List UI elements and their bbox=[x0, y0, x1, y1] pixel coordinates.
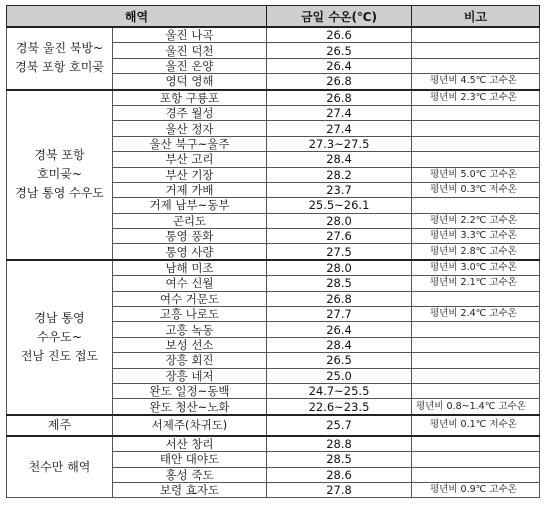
remark-cell: 평년비 0.1℃ 저수온 bbox=[412, 415, 540, 436]
remark-cell bbox=[412, 291, 540, 306]
region-cell: 경북 포항 호미곶~ 경남 통영 수우도 bbox=[7, 90, 113, 260]
remark-cell bbox=[412, 368, 540, 383]
place-cell: 통영 풍화 bbox=[113, 229, 267, 244]
sea-temperature-table bbox=[6, 5, 540, 498]
place-cell: 울진 나곡 bbox=[113, 27, 267, 43]
temperature-cell: 28.0 bbox=[267, 260, 412, 276]
place-cell: 여수 신월 bbox=[113, 276, 267, 291]
place-cell: 고흥 녹동 bbox=[113, 322, 267, 337]
remark-cell: 평년비 4.5℃ 고수온 bbox=[412, 74, 540, 90]
temperature-cell: 28.2 bbox=[267, 167, 412, 182]
place-cell: 부산 기장 bbox=[113, 167, 267, 182]
remark-cell: 평년비 2.2℃ 고수온 bbox=[412, 213, 540, 228]
table-row bbox=[7, 90, 540, 106]
temperature-cell: 26.4 bbox=[267, 58, 412, 73]
remark-cell bbox=[412, 452, 540, 467]
place-cell: 곤리도 bbox=[113, 213, 267, 228]
temperature-cell: 28.5 bbox=[267, 452, 412, 467]
region-cell: 제주 bbox=[7, 415, 113, 436]
temperature-cell: 28.4 bbox=[267, 337, 412, 352]
temperature-cell: 27.3~27.5 bbox=[267, 136, 412, 151]
place-cell: 서제주(차귀도) bbox=[113, 415, 267, 436]
remark-cell bbox=[412, 58, 540, 73]
remark-cell bbox=[412, 43, 540, 58]
temperature-cell: 26.6 bbox=[267, 27, 412, 43]
place-cell: 홍성 죽도 bbox=[113, 467, 267, 482]
place-cell: 울진 온양 bbox=[113, 58, 267, 73]
remark-cell bbox=[412, 105, 540, 120]
temperature-cell: 27.5 bbox=[267, 244, 412, 260]
place-cell: 포항 구룡포 bbox=[113, 90, 267, 106]
remark-cell bbox=[412, 136, 540, 151]
remark-cell bbox=[412, 467, 540, 482]
place-cell: 보성 선소 bbox=[113, 337, 267, 352]
region-cell: 경남 통영 수우도~ 전남 진도 접도 bbox=[7, 260, 113, 415]
temperature-cell: 26.5 bbox=[267, 353, 412, 368]
place-cell: 서산 창리 bbox=[113, 436, 267, 452]
place-cell: 태안 대야도 bbox=[113, 452, 267, 467]
remark-cell: 평년비 2.4℃ 고수온 bbox=[412, 307, 540, 322]
remark-cell bbox=[412, 152, 540, 167]
place-cell: 거제 남부~동부 bbox=[113, 198, 267, 213]
remark-cell bbox=[412, 322, 540, 337]
temperature-cell: 23.7 bbox=[267, 182, 412, 197]
temperature-cell: 24.7~25.5 bbox=[267, 383, 412, 398]
temperature-cell: 28.4 bbox=[267, 152, 412, 167]
place-cell: 고흥 나로도 bbox=[113, 307, 267, 322]
table-body bbox=[7, 27, 540, 498]
remark-cell: 평년비 3.0℃ 고수온 bbox=[412, 260, 540, 276]
temperature-cell: 26.8 bbox=[267, 291, 412, 306]
remark-cell bbox=[412, 198, 540, 213]
remark-cell bbox=[412, 353, 540, 368]
place-cell: 남해 미조 bbox=[113, 260, 267, 276]
place-cell: 경주 월성 bbox=[113, 105, 267, 120]
temperature-table-container bbox=[6, 5, 539, 498]
remark-cell: 평년비 0.8~1.4℃ 고수온 bbox=[412, 399, 540, 415]
temperature-cell: 25.7 bbox=[267, 415, 412, 436]
remark-cell: 평년비 2.8℃ 고수온 bbox=[412, 244, 540, 260]
temperature-cell: 27.4 bbox=[267, 105, 412, 120]
table-header-row bbox=[7, 6, 540, 28]
place-cell: 영덕 영해 bbox=[113, 74, 267, 90]
remark-cell bbox=[412, 436, 540, 452]
remark-cell bbox=[412, 383, 540, 398]
place-cell: 보령 효자도 bbox=[113, 482, 267, 497]
temperature-cell: 27.4 bbox=[267, 121, 412, 136]
region-cell: 천수만 해역 bbox=[7, 436, 113, 498]
table-row bbox=[7, 436, 540, 452]
table-row bbox=[7, 27, 540, 43]
remark-cell: 평년비 2.1℃ 고수온 bbox=[412, 276, 540, 291]
place-cell: 완도 일정~동백 bbox=[113, 383, 267, 398]
remark-cell: 평년비 3.3℃ 고수온 bbox=[412, 229, 540, 244]
remark-cell: 평년비 5.0℃ 고수온 bbox=[412, 167, 540, 182]
place-cell: 울산 정자 bbox=[113, 121, 267, 136]
remark-cell: 평년비 0.9℃ 고수온 bbox=[412, 482, 540, 497]
temperature-cell: 28.5 bbox=[267, 276, 412, 291]
place-cell: 울진 덕천 bbox=[113, 43, 267, 58]
header-today-temp: 금일 수온(℃) bbox=[267, 6, 412, 28]
table-row bbox=[7, 260, 540, 276]
remark-cell bbox=[412, 337, 540, 352]
remark-cell bbox=[412, 27, 540, 43]
place-cell: 거제 가배 bbox=[113, 182, 267, 197]
temperature-cell: 28.6 bbox=[267, 467, 412, 482]
remark-cell: 평년비 0.3℃ 저수온 bbox=[412, 182, 540, 197]
header-sea-area: 해역 bbox=[7, 6, 267, 28]
temperature-cell: 26.8 bbox=[267, 74, 412, 90]
temperature-cell: 28.0 bbox=[267, 213, 412, 228]
region-cell: 경북 울진 북방~ 경북 포항 호미곶 bbox=[7, 27, 113, 90]
remark-cell bbox=[412, 121, 540, 136]
temperature-cell: 26.5 bbox=[267, 43, 412, 58]
place-cell: 여수 거문도 bbox=[113, 291, 267, 306]
temperature-cell: 26.8 bbox=[267, 90, 412, 106]
place-cell: 통영 사량 bbox=[113, 244, 267, 260]
remark-cell: 평년비 2.3℃ 고수온 bbox=[412, 90, 540, 106]
temperature-cell: 26.4 bbox=[267, 322, 412, 337]
temperature-cell: 27.6 bbox=[267, 229, 412, 244]
place-cell: 울산 북구~울주 bbox=[113, 136, 267, 151]
temperature-cell: 25.5~26.1 bbox=[267, 198, 412, 213]
table-row bbox=[7, 415, 540, 436]
place-cell: 부산 고리 bbox=[113, 152, 267, 167]
temperature-cell: 25.0 bbox=[267, 368, 412, 383]
place-cell: 완도 청산~노화 bbox=[113, 399, 267, 415]
place-cell: 장흥 회진 bbox=[113, 353, 267, 368]
temperature-cell: 28.8 bbox=[267, 436, 412, 452]
header-remarks: 비고 bbox=[412, 6, 540, 28]
temperature-cell: 27.7 bbox=[267, 307, 412, 322]
temperature-cell: 22.6~23.5 bbox=[267, 399, 412, 415]
temperature-cell: 27.8 bbox=[267, 482, 412, 497]
place-cell: 장흥 네저 bbox=[113, 368, 267, 383]
